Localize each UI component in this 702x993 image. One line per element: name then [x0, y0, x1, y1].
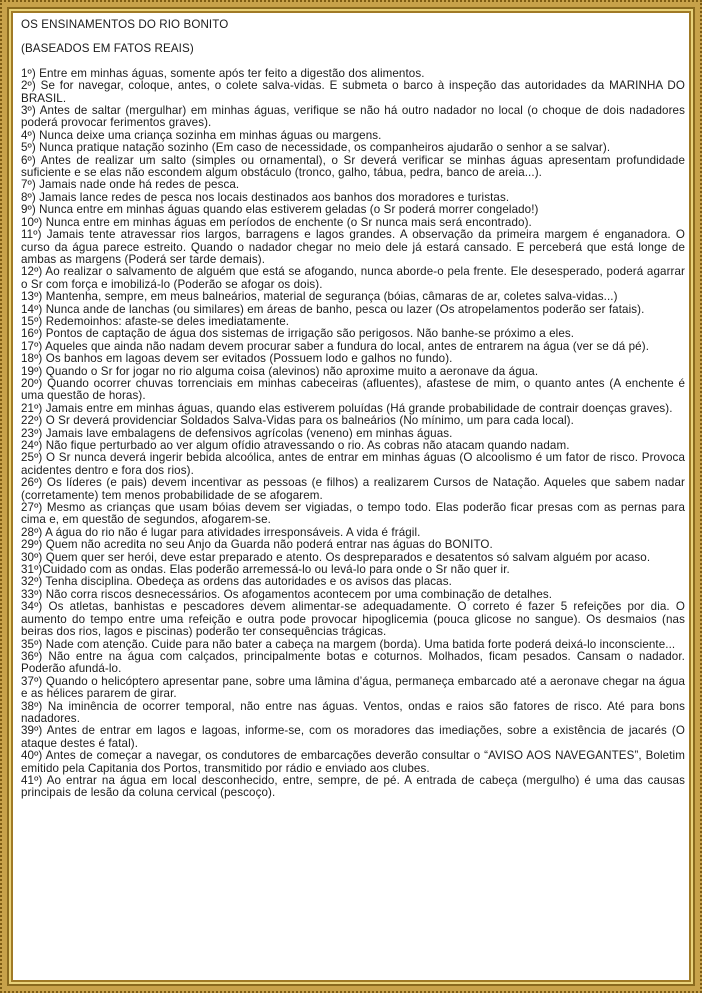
rule-item: 34º) Os atletas, banhistas e pescadores devem alimentar-se adequadamente. O correto é fazer 5 refeições por dia. O aumento do tempo entre uma refeição e outra pode provocar hipoglicemia (pouca glicose no sangue). Os desmaios (nas beiras dos rios, lagos e piscinas) poderão ter consequências trágicas.: [21, 600, 685, 639]
rule-item: 38º) Na iminência de ocorrer temporal, não entre nas águas. Ventos, ondas e raios são fatores de risco. Até para bons nadadores.: [21, 699, 685, 725]
rule-item: 12º) Ao realizar o salvamento de alguém que está se afogando, nunca aborde-o pela frente. Ele desesperado, poderá agarrar o Sr com força e imobilizá-lo (Poderão se afogar os dois).: [21, 265, 685, 291]
rule-item: 10º) Nunca entre em minhas águas em períodos de enchente (o Sr nunca mais será encontrado).: [21, 215, 532, 229]
rule-item: 29º) Quem não acredita no seu Anjo da Guarda não poderá entrar nas águas do BONITO.: [21, 538, 493, 552]
rule-item: 24º) Não fique perturbado ao ver algum ofídio atravessando o rio. As cobras não atacam quando nadam.: [21, 439, 570, 452]
rule-item: 22º) O Sr deverá providenciar Soldados Salva-Vidas para os balneários (No mínimo, um para cada local).: [21, 414, 574, 428]
rule-item: 32º) Tenha disciplina. Obedeça as ordens das autoridades e os avisos das placas.: [21, 575, 452, 589]
rule-item: 5º) Nunca pratique natação sozinho (Em caso de necessidade, os companheiros ajudarão o senhor a se salvar).: [21, 141, 611, 155]
rule-item: 31º)Cuidado com as ondas. Elas poderão arremessá-lo ou levá-lo para onde o Sr não quer ir.: [21, 563, 510, 577]
rules-list: [21, 68, 685, 800]
rule-item: 40º) Antes de começar a navegar, os condutores de embarcações deverão consultar o “AVISO AOS NAVEGANTES”, Boletim emitido pela Capitania dos Portos, transmitido por rádio e enviado aos clubes.: [21, 749, 685, 775]
rule-item: 27º) Mesmo as crianças que usam bóias devem ser vigiadas, o tempo todo. Elas poderão ficar presas com as pernas para cima e, em questão de segundos, afogarem-se.: [21, 501, 685, 527]
rule-item: 41º) Ao entrar na água em local desconhecido, entre, sempre, de pé. A entrada de cabeça (mergulho) é uma das causas principais de lesão da coluna cervical (pescoço).: [21, 773, 685, 800]
rule-item: 26º) Os líderes (e pais) devem incentivar as pessoas (e filhos) a realizarem Cursos de Natação. Aqueles que sabem nadar (corretamente) tem menos probabilidade de se afogarem.: [21, 476, 685, 502]
document-title: OS ENSINAMENTOS DO RIO BONITO: [21, 18, 229, 31]
rule-item: 8º) Jamais lance redes de pesca nos locais destinados aos banhos dos moradores e turistas.: [21, 190, 510, 204]
rule-item: 13º) Mantenha, sempre, em meus balneários, material de segurança (bóias, câmaras de ar, coletes salva-vidas...): [21, 290, 618, 304]
rule-item: 2º) Se for navegar, coloque, antes, o colete salva-vidas. E submeta o barco à inspeção das autoridades da MARINHA DO BRASIL.: [21, 79, 685, 105]
rule-item: 4º) Nunca deixe uma criança sozinha em minhas águas ou margens.: [21, 128, 382, 142]
document-body: [21, 19, 685, 800]
rule-item: 16º) Pontos de captação de água dos sistemas de irrigação são perigosos. Não banhe-se próximo a eles.: [21, 327, 575, 341]
rule-item: 14º) Nunca ande de lanchas (ou similares) em áreas de banho, pesca ou lazer (Os atropelamentos poderão ser fatais).: [21, 302, 645, 316]
rule-item: 19º) Quando o Sr for jogar no rio alguma coisa (alevinos) não aproxime muito a aeronave da água.: [21, 364, 539, 378]
rule-item: 6º) Antes de realizar um salto (simples ou ornamental), o Sr deverá verificar se minhas águas apresentam profundidade suficiente e se elas não escondem algum obstáculo (tronco, galho, tábua, pedra, banco de areia...).: [21, 153, 685, 180]
rule-item: 17º) Aqueles que ainda não nadam devem procurar saber a fundura do local, antes de entrarem na água (ver se dá pé).: [21, 339, 650, 353]
rule-item: 21º) Jamais entre em minhas águas, quando elas estiverem poluídas (Há grande probabilidade de contrair doenças graves).: [21, 401, 673, 415]
rule-item: 7º) Jamais nade onde há redes de pesca.: [21, 178, 240, 192]
rule-item: 20º) Quando ocorrer chuvas torrenciais em minhas cabeceiras (afluentes), afastese de mim, o quanto antes (A enchente é uma questão de horas).: [21, 376, 685, 403]
rule-item: 9º) Nunca entre em minhas águas quando elas estiverem geladas (o Sr poderá morrer congelado!): [21, 203, 539, 217]
document-subtitle: (BASEADOS EM FATOS REAIS): [21, 42, 194, 56]
rule-item: 39º) Antes de entrar em lagos e lagoas, informe-se, com os moradores das imediações, sobre a existência de jacarés (O ataque destes é fatal).: [21, 724, 685, 750]
rule-item: 18º) Os banhos em lagoas devem ser evitados (Possuem lodo e galhos no fundo).: [21, 352, 453, 366]
rule-item: 15º) Redemoinhos: afaste-se deles imediatamente.: [21, 314, 290, 328]
rule-item: 35º) Nade com atenção. Cuide para não bater a cabeça na margem (borda). Uma batida forte poderá deixá-lo inconsciente...: [21, 637, 676, 651]
rule-item: 33º) Não corra riscos desnecessários. Os afogamentos acontecem por uma combinação de detalhes.: [21, 587, 553, 601]
rule-item: 23º) Jamais lave embalagens de defensivos agrícolas (veneno) em minhas águas.: [21, 426, 453, 440]
rule-item: 3º) Antes de saltar (mergulhar) em minhas águas, verifique se não há outro nadador no local (o choque de dois nadadores poderá provocar ferimentos graves).: [21, 104, 685, 130]
rule-item: 1º) Entre em minhas águas, somente após ter feito a digestão dos alimentos.: [21, 66, 425, 80]
rule-item: 25º) O Sr nunca deverá ingerir bebida alcoólica, antes de entrar em minhas águas (O alcoolismo é um fator de risco. Provoca acidentes dentro e fora dos rios).: [21, 451, 685, 477]
rule-item: 11º) Jamais tente atravessar rios largos, barragens e lagos grandes. A observação da primeira margem é enganadora. O curso da água parece estreito. Quando o nadador chegar no meio dele já estará cansado. E perceberá que está longe de ambas as margens (Poderá ser tarde demais).: [21, 228, 685, 266]
rule-item: 36º) Não entre na água com calçados, principalmente botas e coturnos. Molhados, ficam pesados. Cansam o nadador. Poderão afundá-lo.: [21, 649, 685, 676]
rule-item: 30º) Quem quer ser herói, deve estar preparado e atento. Os despreparados e desatentos só salvam alguém por acaso.: [21, 550, 651, 564]
rule-item: 37º) Quando o helicóptero apresentar pane, sobre uma lâmina d’água, permaneça embarcado até a aeronave chegar na água e as hélices pararem de girar.: [21, 674, 685, 701]
rule-item: 28º) A água do rio não é lugar para atividades irresponsáveis. A vida é frágil.: [21, 525, 421, 539]
